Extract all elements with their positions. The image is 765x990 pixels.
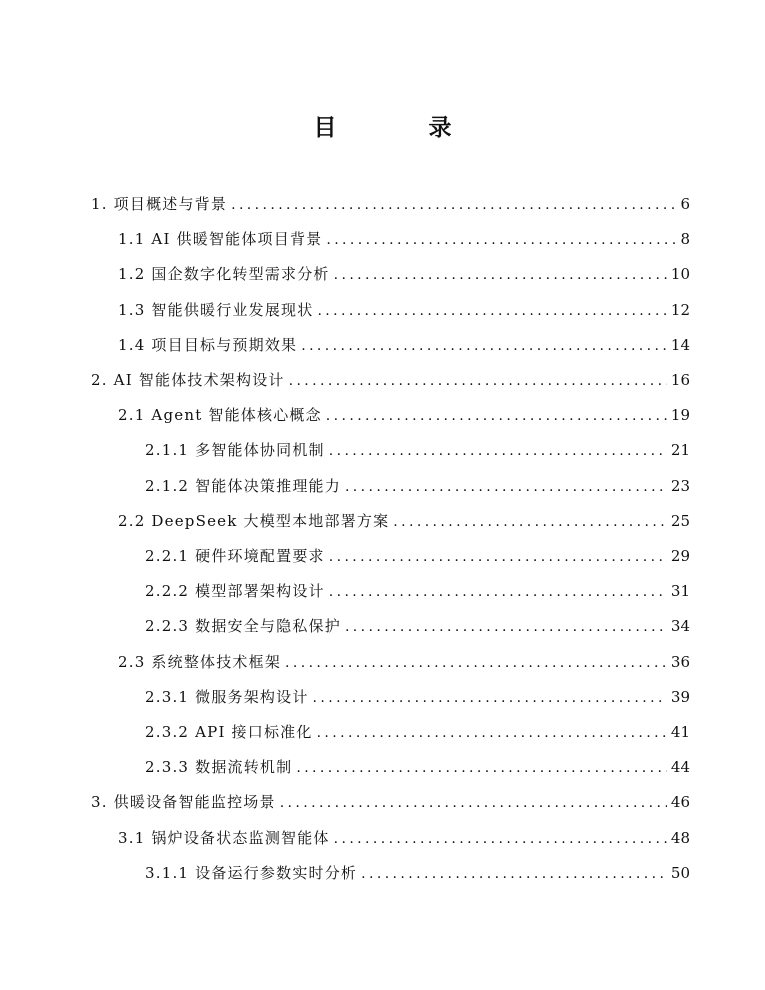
toc-dot-leader xyxy=(301,335,667,355)
toc-entry-label: 2.3.1 微服务架构设计 xyxy=(145,687,309,706)
toc-entry-page-number: 14 xyxy=(670,335,690,354)
toc-dot-leader xyxy=(326,229,676,249)
toc-dot-leader xyxy=(313,687,667,707)
toc-entry[interactable] xyxy=(0,752,690,782)
toc-entry[interactable] xyxy=(0,682,690,712)
toc-dot-leader xyxy=(329,546,667,566)
toc-entry[interactable] xyxy=(0,506,690,536)
toc-entry[interactable] xyxy=(0,858,690,888)
toc-entry[interactable] xyxy=(0,823,690,853)
toc-entry[interactable] xyxy=(0,295,690,325)
toc-entry-label: 1.3 智能供暖行业发展现状 xyxy=(118,300,314,319)
toc-dot-leader xyxy=(289,370,667,390)
toc-entry[interactable] xyxy=(0,224,690,254)
toc-dot-leader xyxy=(285,652,667,672)
toc-dot-leader xyxy=(296,757,667,777)
toc-entry-label: 2.1.2 智能体决策推理能力 xyxy=(145,476,341,495)
toc-entry[interactable] xyxy=(0,330,690,360)
toc-entry-page-number: 16 xyxy=(670,371,690,389)
toc-entry-page-number: 34 xyxy=(670,617,690,636)
toc-entry-label: 2.2.1 硬件环境配置要求 xyxy=(145,547,325,565)
toc-entry-page-number: 41 xyxy=(670,723,690,741)
toc-dot-leader xyxy=(345,616,667,636)
toc-entry-label: 2.1.1 多智能体协同机制 xyxy=(145,441,325,460)
toc-entry-label: 2.2 DeepSeek 大模型本地部署方案 xyxy=(118,511,390,530)
toc-dot-leader xyxy=(345,476,667,496)
toc-entry-page-number: 39 xyxy=(670,687,690,706)
toc-entry-label: 2.3.2 API 接口标准化 xyxy=(145,723,313,741)
toc-dot-leader xyxy=(393,511,667,531)
toc-dot-leader xyxy=(326,405,667,425)
toc-entry-label: 2.2.3 数据安全与隐私保护 xyxy=(145,617,341,636)
toc-entry[interactable] xyxy=(0,717,690,747)
toc-entry-label: 2.3 系统整体技术框架 xyxy=(118,652,282,671)
toc-dot-leader xyxy=(329,440,667,460)
toc-entry-label: 2.2.2 模型部署架构设计 xyxy=(145,582,325,601)
toc-entry-label: 3.1 锅炉设备状态监测智能体 xyxy=(118,828,330,847)
toc-entry-label: 3.1.1 设备运行参数实时分析 xyxy=(145,863,358,882)
toc-entry-page-number: 6 xyxy=(680,195,690,213)
toc-entry-label: 1. 项目概述与背景 xyxy=(91,195,228,213)
toc-entry-page-number: 31 xyxy=(670,582,690,601)
toc-dot-leader xyxy=(334,828,667,848)
toc-entry[interactable] xyxy=(0,471,690,501)
toc-entry-label: 1.2 国企数字化转型需求分析 xyxy=(118,265,330,284)
toc-entry[interactable] xyxy=(0,541,690,571)
toc-entry-label: 2.1 Agent 智能体核心概念 xyxy=(118,406,322,425)
toc-entry[interactable] xyxy=(0,435,690,465)
toc-entry[interactable] xyxy=(0,647,690,677)
toc-entry-page-number: 44 xyxy=(670,758,690,777)
toc-entry[interactable] xyxy=(0,611,690,641)
toc-dot-leader xyxy=(361,863,667,883)
toc-entry[interactable] xyxy=(0,787,690,817)
toc-entry-page-number: 46 xyxy=(670,793,690,812)
toc-entry-label: 2. AI 智能体技术架构设计 xyxy=(91,371,285,389)
toc-entry-page-number: 25 xyxy=(670,511,690,530)
toc-entry-page-number: 50 xyxy=(670,863,690,882)
toc-entry-page-number: 29 xyxy=(670,547,690,565)
toc-entry-label: 3. 供暖设备智能监控场景 xyxy=(91,793,276,812)
toc-dot-leader xyxy=(329,581,667,601)
toc-entry-page-number: 23 xyxy=(670,476,690,495)
page-title: 目 录 xyxy=(313,115,494,141)
toc-entry-page-number: 21 xyxy=(670,441,690,460)
toc-dot-leader xyxy=(280,792,667,812)
toc-entry[interactable] xyxy=(0,189,690,219)
toc-entry[interactable] xyxy=(0,400,690,430)
toc-dot-leader xyxy=(334,264,667,284)
toc-entry-label: 1.4 项目目标与预期效果 xyxy=(118,335,298,354)
toc-dot-leader xyxy=(317,722,667,742)
toc-entry-page-number: 36 xyxy=(670,652,690,671)
toc-entry-page-number: 8 xyxy=(680,230,690,249)
toc-entry[interactable] xyxy=(0,259,690,289)
toc-entry[interactable] xyxy=(0,576,690,606)
toc-entry[interactable] xyxy=(0,365,690,395)
toc-entry-label: 1.1 AI 供暖智能体项目背景 xyxy=(118,230,323,249)
toc-entry-label: 2.3.3 数据流转机制 xyxy=(145,758,293,777)
toc-dot-leader xyxy=(231,194,676,214)
toc-entry-page-number: 10 xyxy=(670,265,690,284)
toc-entry-page-number: 19 xyxy=(670,406,690,425)
toc-dot-leader xyxy=(317,300,666,320)
toc-entry-page-number: 12 xyxy=(670,300,690,319)
toc-entry-page-number: 48 xyxy=(670,828,690,847)
